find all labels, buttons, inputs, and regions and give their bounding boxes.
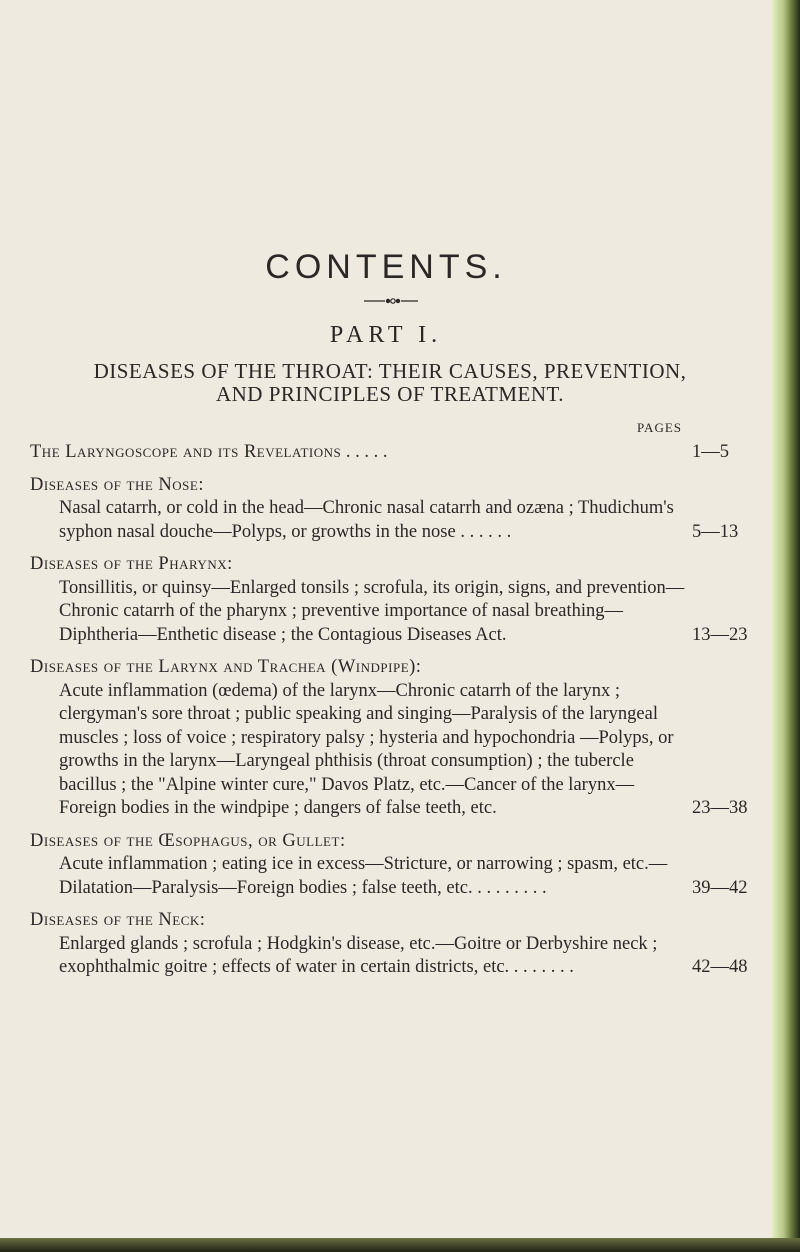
entry-description-text: Acute inflammation ; eating ice in excess—Stricture, or narrowing ; spasm, etc.—Dilatation—Paralysis—Foreign bodies ; false teeth, etc. — [59, 854, 668, 898]
contents-entry — [30, 656, 748, 821]
contents-entry — [30, 553, 748, 647]
entry-description — [30, 853, 690, 900]
dot-leaders: . . . . . — [341, 442, 388, 462]
entry-heading: Diseases of the Neck: — [30, 910, 206, 930]
entry-description-text: Nasal catarrh, or cold in the head—Chronic nasal catarrh and ozæna ; Thudichum's syphon nasal douche—Polyps, or growths in the nose — [59, 498, 674, 542]
part-subtitle — [40, 360, 740, 406]
entry-heading: Diseases of the Pharynx: — [30, 554, 233, 574]
entry-pages: 1—5 — [692, 442, 729, 462]
entry-pages: 13—23 — [692, 624, 748, 645]
subtitle-line: AND PRINCIPLES OF TREATMENT. — [215, 382, 565, 406]
entry-heading: Diseases of the Œsophagus, or Gullet: — [30, 830, 346, 851]
entry-heading: Diseases of the Larynx and Trachea (Windpipe): — [30, 657, 422, 677]
entry-description-text: Acute inflammation (œdema) of the larynx—Chronic catarrh of the larynx ; clergyman's sore throat ; public speaking and singing—Paralysis of the laryngeal muscles ; loss of voice ; respiratory palsy ; hysteria and hypochondria —Polyps, or growths in the larynx—Laryngeal phthisis (throat consumption) ; the tubercle bacillus ; the "Alpine winter cure," Davos Platz, etc.—Cancer of the larynx—Foreign bodies in the windpipe ; dangers of false teeth, etc. — [59, 680, 674, 818]
contents-entry — [30, 474, 739, 545]
entry-description — [30, 680, 690, 821]
subtitle-line: DISEASES OF THE THROAT: THEIR CAUSES, PREVENTION, — [93, 359, 687, 383]
entry-heading: The Laryngoscope and its Revelations — [30, 442, 342, 462]
entry-pages: 42—48 — [692, 957, 748, 977]
contents-list — [30, 441, 748, 989]
entry-description-text: Enlarged glands ; scrofula ; Hodgkin's disease, etc.—Goitre or Derbyshire neck ; exophthalmic goitre ; effects of water in certain districts, etc. — [59, 933, 658, 977]
entry-pages: 5—13 — [692, 521, 739, 542]
entry-description — [30, 497, 690, 544]
entry-description — [30, 933, 690, 980]
contents-title: CONTENTS. — [265, 248, 507, 286]
contents-entry — [30, 830, 748, 901]
entry-pages: 39—42 — [692, 877, 748, 898]
contents-entry — [30, 909, 748, 980]
part-title: PART I. — [329, 322, 443, 348]
bottom-page-edge — [0, 1238, 800, 1252]
dot-leaders: . . . . . . . . — [472, 877, 547, 898]
entry-pages: 23—38 — [692, 798, 748, 818]
pages-column-header: PAGES — [637, 420, 682, 435]
entry-heading: Diseases of the Nose: — [30, 474, 204, 495]
entry-description-text: Tonsillitis, or quinsy—Enlarged tonsils ; scrofula, its origin, signs, and prevention—Chronic catarrh of the pharynx ; preventive importance of nasal breathing—Diphtheria—Enthetic disease ; the Contagious Diseases Act. — [59, 577, 685, 645]
dot-leaders: . . . . . . . — [509, 957, 574, 977]
page-edge-binding — [772, 0, 800, 1252]
dot-leaders: . . . . . . — [455, 521, 512, 542]
contents-entry — [30, 441, 729, 465]
entry-description — [30, 577, 690, 648]
ornament-divider-icon — [360, 296, 420, 306]
